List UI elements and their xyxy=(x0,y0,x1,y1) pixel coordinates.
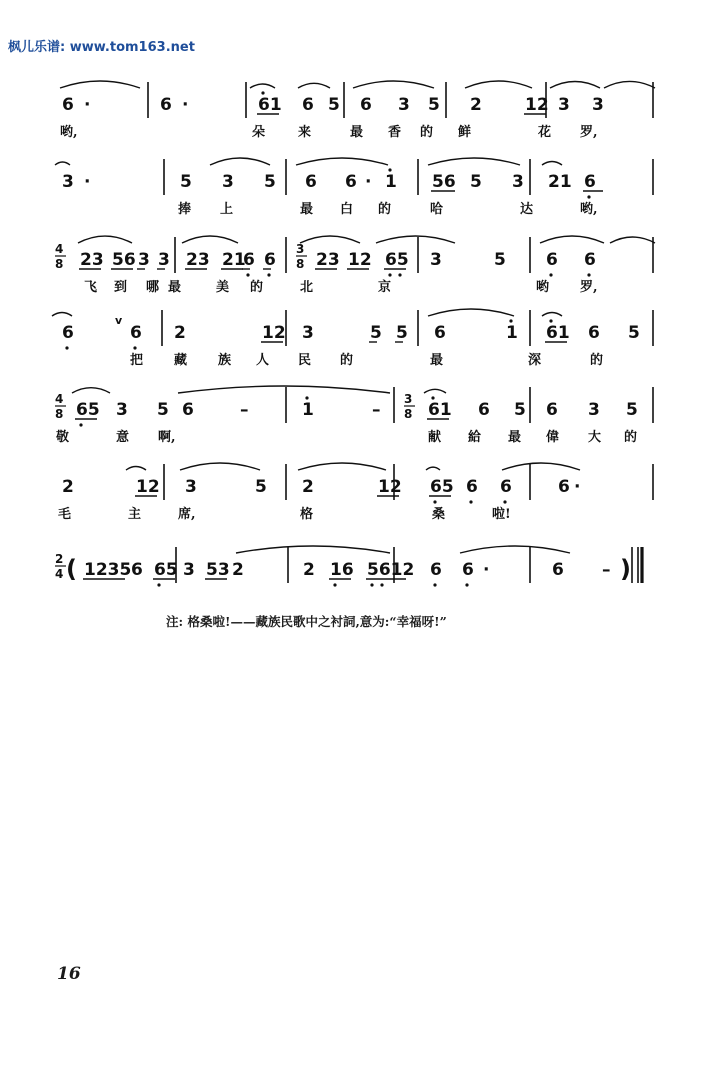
lyric: 最 xyxy=(168,280,182,295)
lyric: 桑 xyxy=(432,507,446,522)
repeat-paren-close: ) xyxy=(620,555,631,583)
note: · xyxy=(483,560,490,580)
note: 56 xyxy=(432,172,456,192)
slur xyxy=(428,158,520,165)
lyric: 的 xyxy=(590,353,604,368)
time-signature-top: 4 xyxy=(55,242,64,256)
note: 5 xyxy=(494,250,506,270)
note: 3 xyxy=(512,172,524,192)
note: 2 xyxy=(470,95,482,115)
note: 3 xyxy=(430,250,442,270)
note: 6 xyxy=(345,172,357,192)
lyric: 最 xyxy=(300,202,314,217)
slur xyxy=(428,309,514,316)
slur xyxy=(540,236,604,243)
note: 6 xyxy=(305,172,317,192)
note: 6 xyxy=(552,560,564,580)
slur xyxy=(298,83,330,88)
time-signature-top: 4 xyxy=(55,392,64,406)
lyric: 上 xyxy=(220,202,234,217)
footnote: 注: 格桑啦!——藏族民歌中之衬詞,意为:“幸福呀!” xyxy=(166,614,447,629)
note: 3 xyxy=(222,172,234,192)
note: 21 xyxy=(222,250,246,270)
note: 6 xyxy=(584,250,596,270)
note: 6 xyxy=(62,323,74,343)
slur xyxy=(126,467,146,471)
lyric: 最 xyxy=(350,125,364,140)
slur xyxy=(72,388,110,393)
note: 23 xyxy=(186,250,210,270)
note: 1 xyxy=(385,172,397,192)
lyric: 献 xyxy=(428,430,442,445)
octave-dot-low xyxy=(587,273,590,276)
lyric: 哪 xyxy=(146,280,160,295)
octave-dot-low xyxy=(433,500,436,503)
note: 6 xyxy=(500,477,512,497)
note: 6 xyxy=(302,95,314,115)
lyric: 席, xyxy=(178,507,196,522)
note: 12 xyxy=(262,323,286,343)
octave-dot-high xyxy=(549,319,552,322)
note: 3 xyxy=(183,560,195,580)
note: 5 xyxy=(626,400,638,420)
note: 3 xyxy=(138,250,150,270)
note: 65 xyxy=(154,560,178,580)
time-signature-bottom: 8 xyxy=(404,407,413,421)
note: 1 xyxy=(506,323,518,343)
octave-dot-low xyxy=(388,273,391,276)
note: 53 xyxy=(206,560,230,580)
lyric: 啊, xyxy=(158,430,176,445)
note: 12 xyxy=(136,477,160,497)
note: 5 xyxy=(180,172,192,192)
note: 61 xyxy=(428,400,452,420)
time-signature-bottom: 8 xyxy=(55,407,64,421)
note: 3 xyxy=(592,95,604,115)
note: 6 xyxy=(462,560,474,580)
lyric: 飞 xyxy=(84,280,98,295)
note: 6 xyxy=(264,250,276,270)
note: 3 xyxy=(302,323,314,343)
lyric: 京 xyxy=(378,280,392,295)
lyric: 的 xyxy=(624,430,638,445)
note: 5612 xyxy=(367,560,415,580)
slur xyxy=(353,81,434,88)
note: 5 xyxy=(370,323,382,343)
lyric: 哟, xyxy=(60,125,78,140)
note: 23 xyxy=(316,250,340,270)
slur xyxy=(296,158,388,165)
slur xyxy=(542,162,562,166)
note: – xyxy=(602,560,611,580)
lyric: 人 xyxy=(256,353,270,368)
note: 12 xyxy=(348,250,372,270)
lyric: 哟 xyxy=(536,280,550,295)
time-signature-top: 2 xyxy=(55,552,64,566)
note: 3 xyxy=(185,477,197,497)
note: 2 xyxy=(232,560,244,580)
time-signature-bottom: 4 xyxy=(55,567,64,581)
slur xyxy=(465,81,532,88)
lyric: 来 xyxy=(298,125,312,140)
octave-dot-low xyxy=(465,583,468,586)
note: 3 xyxy=(558,95,570,115)
note: 6 xyxy=(131,560,143,580)
slur xyxy=(610,237,655,243)
time-signature-bottom: 8 xyxy=(55,257,64,271)
note: 5 xyxy=(514,400,526,420)
slur xyxy=(210,158,270,165)
note: 6 xyxy=(62,95,74,115)
lyric: 捧 xyxy=(178,202,192,217)
lyric: 香 xyxy=(388,125,402,140)
note: 2 xyxy=(174,323,186,343)
slur xyxy=(376,236,455,243)
note: – xyxy=(372,400,381,420)
octave-dot-low xyxy=(549,273,552,276)
slur xyxy=(542,313,562,317)
octave-dot-low xyxy=(398,273,401,276)
note: 6 xyxy=(182,400,194,420)
slur xyxy=(52,313,72,317)
lyric: 到 xyxy=(114,280,128,295)
note: 6 xyxy=(584,172,596,192)
lyric: 罗, xyxy=(580,280,598,295)
lyric: 給 xyxy=(468,430,482,445)
octave-dot-low xyxy=(587,195,590,198)
note: 6 xyxy=(546,250,558,270)
note: · xyxy=(365,172,372,192)
note: 3 xyxy=(116,400,128,420)
note: 6 xyxy=(588,323,600,343)
note: 6 xyxy=(430,560,442,580)
lyric: 美 xyxy=(216,280,230,295)
note: 3 xyxy=(398,95,410,115)
slur xyxy=(55,162,70,165)
time-signature-top: 3 xyxy=(404,392,413,406)
note: 21 xyxy=(548,172,572,192)
slur xyxy=(460,546,570,553)
note: 3 xyxy=(588,400,600,420)
note: 6 xyxy=(558,477,570,497)
note: 16 xyxy=(330,560,354,580)
octave-dot-low xyxy=(433,583,436,586)
lyric: 深 xyxy=(528,353,542,368)
note: 5 xyxy=(157,400,169,420)
octave-dot-high xyxy=(305,396,308,399)
slur xyxy=(550,82,600,89)
lyric: 朵 xyxy=(252,125,266,140)
note: 6 xyxy=(160,95,172,115)
octave-dot-low xyxy=(157,583,160,586)
note: 1 xyxy=(302,400,314,420)
note: 2 xyxy=(302,477,314,497)
lyric: 把 xyxy=(130,353,144,368)
repeat-paren-open: ( xyxy=(66,555,77,583)
slur xyxy=(60,81,140,88)
lyric: 的 xyxy=(378,202,392,217)
slur xyxy=(250,84,275,88)
slur xyxy=(180,463,260,470)
lyric: 达 xyxy=(520,202,534,217)
note: 6 xyxy=(243,250,255,270)
octave-dot-low xyxy=(267,273,270,276)
note: 6 xyxy=(546,400,558,420)
note: 12 xyxy=(378,477,402,497)
note: 65 xyxy=(430,477,454,497)
octave-dot-low xyxy=(246,273,249,276)
note: 23 xyxy=(80,250,104,270)
note: · xyxy=(84,95,91,115)
lyric: 意 xyxy=(116,430,130,445)
note: 5 xyxy=(396,323,408,343)
time-signature-bottom: 8 xyxy=(296,257,305,271)
lyric: 啦! xyxy=(492,507,511,522)
lyric: 鲜 xyxy=(458,125,472,140)
slur xyxy=(182,236,238,243)
slur xyxy=(298,463,386,470)
slur xyxy=(300,236,360,243)
lyric: 白 xyxy=(340,202,354,217)
note: 5 xyxy=(264,172,276,192)
note: 6 xyxy=(478,400,490,420)
site-url: www.tom163.net xyxy=(69,40,195,55)
note: 5 xyxy=(328,95,340,115)
lyric: 的 xyxy=(420,125,434,140)
octave-dot-high xyxy=(261,91,264,94)
slur xyxy=(424,389,446,393)
lyric: 最 xyxy=(508,430,522,445)
time-signature-top: 3 xyxy=(296,242,305,256)
lyric: 毛 xyxy=(58,507,72,522)
lyric: 北 xyxy=(300,280,314,295)
note: 6 xyxy=(466,477,478,497)
octave-dot-low xyxy=(79,423,82,426)
octave-dot-high xyxy=(388,168,391,171)
lyric: 大 xyxy=(588,430,602,445)
note: · xyxy=(84,172,91,192)
lyric: 格 xyxy=(300,507,314,522)
note: · xyxy=(574,477,581,497)
note: 5 xyxy=(428,95,440,115)
page-number: 16 xyxy=(57,964,81,984)
note: 2 xyxy=(62,477,74,497)
lyric: 哈 xyxy=(430,202,444,217)
note: 5 xyxy=(628,323,640,343)
slur xyxy=(502,463,580,470)
note: 12 xyxy=(525,95,549,115)
note: 5 xyxy=(470,172,482,192)
lyric: 罗, xyxy=(580,125,598,140)
lyric: 民 xyxy=(298,353,312,368)
lyric: 的 xyxy=(250,280,264,295)
octave-dot-low xyxy=(133,346,136,349)
octave-dot-low xyxy=(333,583,336,586)
note: 56 xyxy=(112,250,136,270)
lyric: 花 xyxy=(538,125,552,140)
lyric: 藏 xyxy=(174,353,188,368)
slur xyxy=(78,236,132,243)
note: 61 xyxy=(258,95,282,115)
lyric: 的 xyxy=(340,353,354,368)
note: 65 xyxy=(76,400,100,420)
note: 61 xyxy=(546,323,570,343)
note: 65 xyxy=(385,250,409,270)
note: 6 xyxy=(130,323,142,343)
octave-dot-low xyxy=(469,500,472,503)
site-label: 枫儿乐谱: xyxy=(8,40,66,55)
lyric: 敬 xyxy=(56,430,70,445)
octave-dot-low xyxy=(380,583,383,586)
note: 6 xyxy=(434,323,446,343)
slur xyxy=(178,386,390,393)
lyric: 哟, xyxy=(580,202,598,217)
note: 3 xyxy=(158,250,170,270)
octave-dot-low xyxy=(370,583,373,586)
slur xyxy=(426,467,440,470)
octave-dot-low xyxy=(503,500,506,503)
note: 6 xyxy=(360,95,372,115)
note: 2 xyxy=(303,560,315,580)
note: · xyxy=(182,95,189,115)
octave-dot-low xyxy=(65,346,68,349)
slur xyxy=(236,546,390,553)
octave-dot-high xyxy=(431,396,434,399)
note: – xyxy=(240,400,249,420)
note: 1235 xyxy=(84,560,132,580)
lyric: 族 xyxy=(218,353,232,368)
note: 5 xyxy=(255,477,267,497)
octave-dot-high xyxy=(509,319,512,322)
slur xyxy=(604,81,655,88)
note: 3 xyxy=(62,172,74,192)
lyric: 最 xyxy=(430,353,444,368)
note: v xyxy=(115,314,123,327)
lyric: 偉 xyxy=(546,430,560,445)
lyric: 主 xyxy=(128,507,142,522)
